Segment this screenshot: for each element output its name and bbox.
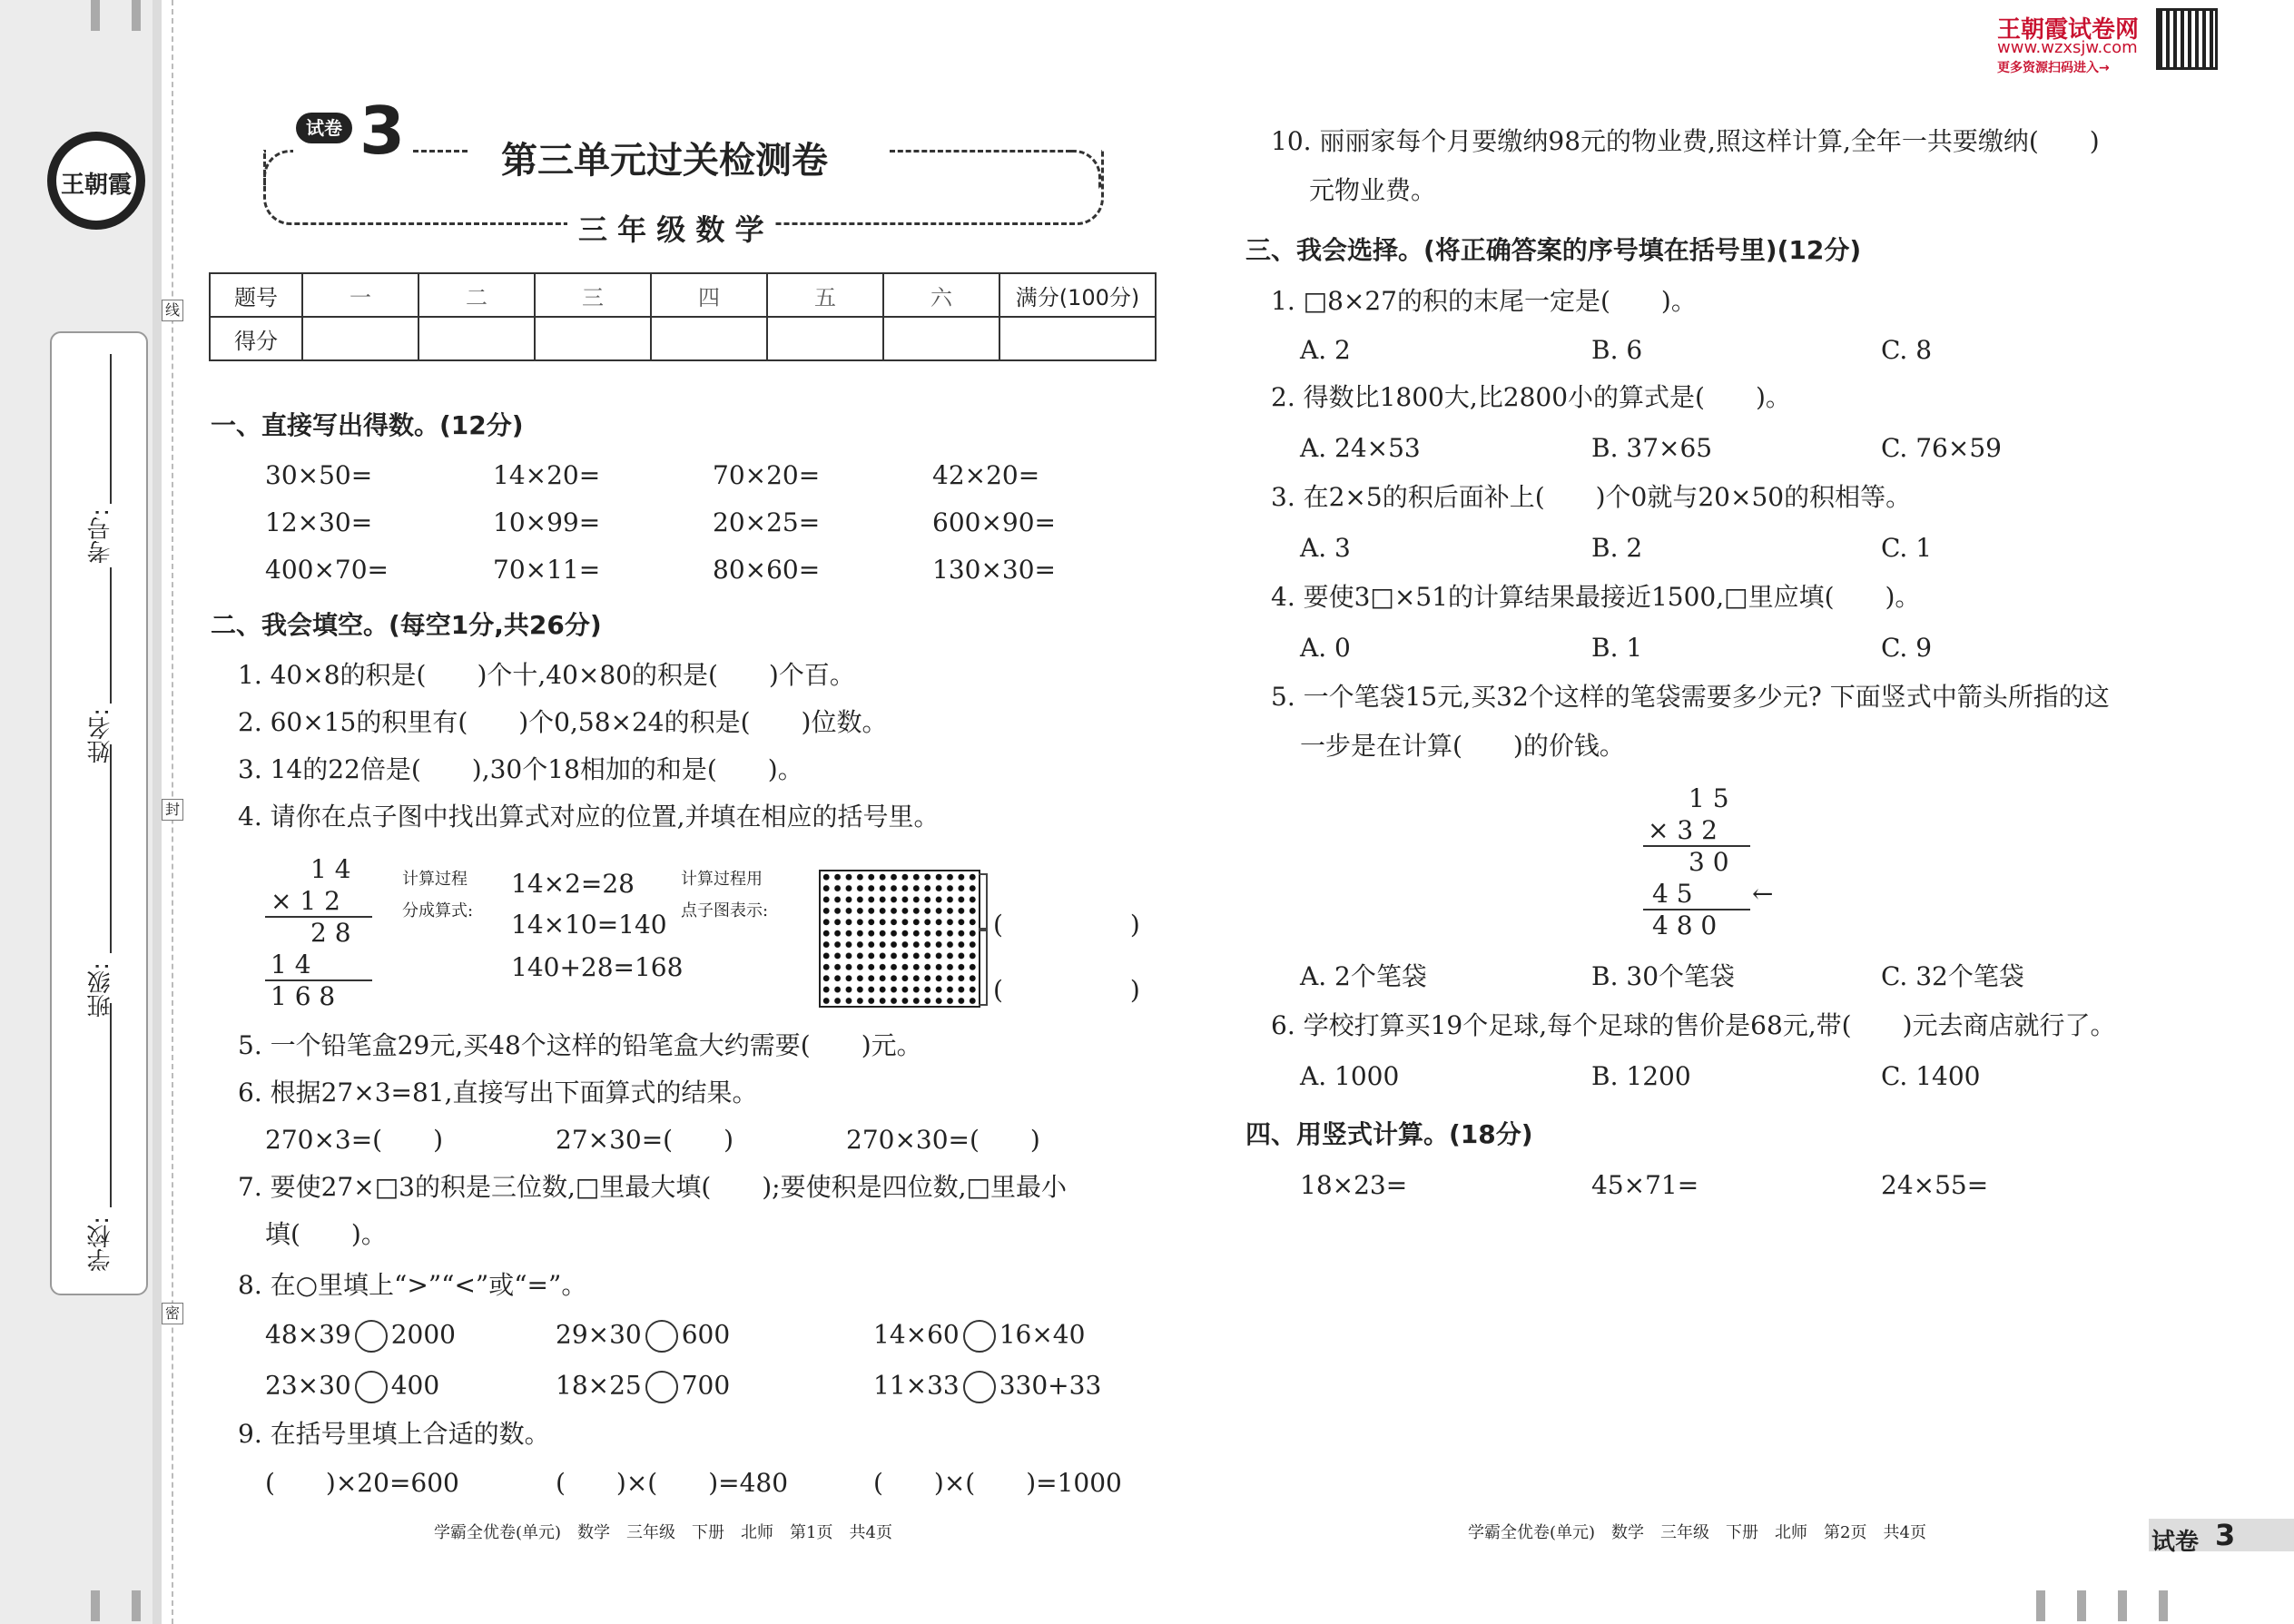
footer-tag-label: 试卷 <box>2151 1529 2200 1556</box>
brand-slogan: 更多资源扫码进入→ <box>1997 61 2110 75</box>
calc-item: ( )×( )=1000 <box>873 1468 1122 1498</box>
option: B. 1200 <box>1591 1061 1691 1091</box>
logo-seal <box>47 132 145 230</box>
option: A. 2 <box>1300 335 1351 365</box>
question-text: 5. 一个笔袋15元,买32个这样的笔袋需要多少元? 下面竖式中箭头所指的这 <box>1271 682 2110 712</box>
option: C. 9 <box>1881 633 1933 663</box>
option: B. 30个笔袋 <box>1591 961 1736 991</box>
answer-blank[interactable]: ( ) <box>993 910 1140 940</box>
id-field[interactable] <box>110 354 112 504</box>
compare-circle[interactable] <box>963 1371 996 1403</box>
compare-circle[interactable] <box>355 1320 388 1353</box>
vertical-line: 2 8 <box>310 918 351 948</box>
calc-item: 130×30= <box>932 555 1056 585</box>
expr: 29×30 <box>556 1319 642 1350</box>
tick-mark <box>2036 1590 2045 1621</box>
score-header-cell: 一 <box>302 273 418 317</box>
compare-item <box>873 1320 1085 1353</box>
page-title: 第三单元过关检测卷 <box>501 140 828 182</box>
qr-code-icon[interactable] <box>2159 11 2215 67</box>
compare-item <box>556 1371 730 1403</box>
question-text: 3. 14的22倍是( ),30个18相加的和是( )。 <box>238 754 803 784</box>
calc-item: 400×70= <box>265 555 389 585</box>
score-header-cell: 二 <box>418 273 535 317</box>
question-text: 2. 得数比1800大,比2800小的算式是( )。 <box>1271 382 1791 412</box>
option: B. 2 <box>1591 533 1643 563</box>
equation: 14×10=140 <box>511 910 667 940</box>
header-dash <box>413 150 468 153</box>
option: C. 76×59 <box>1881 433 2002 463</box>
answer-blank[interactable]: ( ) <box>993 975 1140 1005</box>
compare-circle[interactable] <box>963 1320 996 1353</box>
footer-right: 学霸全优卷(单元) 数学 三年级 下册 北师 第2页 共4页 <box>1468 1523 1926 1542</box>
expr: 2000 <box>390 1319 456 1350</box>
label: 点子图表示: <box>681 901 769 920</box>
label: 计算过程 <box>402 870 468 889</box>
compare-item <box>873 1371 1101 1403</box>
calc-item: 70×11= <box>493 555 601 585</box>
cut-mark-line: 线 <box>162 300 183 321</box>
option: A. 2个笔袋 <box>1300 961 1427 991</box>
expr: 16×40 <box>999 1319 1086 1350</box>
section-1-title: 一、直接写出得数。(12分) <box>211 410 524 440</box>
class-label: 班级: <box>87 962 114 1018</box>
calc-item: 30×50= <box>265 460 373 490</box>
score-cell[interactable] <box>883 317 999 360</box>
option: A. 0 <box>1300 633 1351 663</box>
compare-item <box>556 1320 730 1353</box>
question-text: 元物业费。 <box>1309 175 1437 205</box>
vertical-line: 1 4 <box>310 854 351 884</box>
calc-item: 600×90= <box>932 507 1056 537</box>
question-text: 6. 根据27×3=81,直接写出下面算式的结果。 <box>238 1078 758 1107</box>
score-header-cell: 六 <box>883 273 999 317</box>
calc-item: 80×60= <box>713 555 821 585</box>
option: A. 3 <box>1300 533 1351 563</box>
label: 计算过程用 <box>681 870 763 889</box>
compare-item <box>265 1320 456 1353</box>
section-4-title: 四、用竖式计算。(18分) <box>1245 1119 1533 1149</box>
cut-mark-seal: 封 <box>162 799 183 821</box>
arrow-icon: ← <box>1752 879 1774 909</box>
compare-item <box>265 1371 439 1403</box>
calc-item: 18×23= <box>1300 1170 1408 1200</box>
id-label: 考号: <box>87 508 114 564</box>
dot-grid-diagram <box>819 870 980 1008</box>
calc-item: 20×25= <box>713 507 821 537</box>
question-text: 10. 丽丽家每个月要缴纳98元的物业费,照这样计算,全年一共要缴纳( ) <box>1271 126 2100 156</box>
label: 分成算式: <box>402 901 474 920</box>
option: C. 1400 <box>1881 1061 1981 1091</box>
calc-item: 14×20= <box>493 460 601 490</box>
exam-number: 3 <box>359 93 406 169</box>
score-header-cell: 五 <box>767 273 883 317</box>
cut-mark-secret: 密 <box>162 1303 183 1324</box>
calc-item: 10×99= <box>493 507 601 537</box>
score-header-cell: 满分(100分) <box>999 273 1156 317</box>
score-cell[interactable] <box>651 317 767 360</box>
tick-mark <box>2159 1590 2168 1621</box>
calc-item: 27×30=( ) <box>556 1125 734 1155</box>
score-cell[interactable] <box>535 317 651 360</box>
question-text: 6. 学校打算买19个足球,每个足球的售价是68元,带( )元去商店就行了。 <box>1271 1010 2116 1040</box>
score-row-label: 得分 <box>210 317 302 360</box>
expr: 48×39 <box>265 1319 351 1350</box>
score-table <box>209 272 1157 361</box>
question-text: 5. 一个铅笔盒29元,买48个这样的铅笔盒大约需要( )元。 <box>238 1030 922 1060</box>
bracket <box>979 873 988 930</box>
question-text: 9. 在括号里填上合适的数。 <box>238 1419 550 1449</box>
page-subtitle: 三 年 级 数 学 <box>567 207 775 249</box>
vertical-line: × 3 2 <box>1648 815 1718 845</box>
vertical-line: 1 6 8 <box>271 981 336 1011</box>
expr: 14×60 <box>873 1319 960 1350</box>
option: B. 37×65 <box>1591 433 1713 463</box>
tick-mark <box>132 1590 141 1621</box>
expr: 18×25 <box>556 1370 642 1401</box>
tick-mark <box>91 0 100 31</box>
student-info-box <box>50 331 148 1295</box>
question-text: 4. 请你在点子图中找出算式对应的位置,并填在相应的括号里。 <box>238 802 940 832</box>
section-2-title: 二、我会填空。(每空1分,共26分) <box>211 610 602 640</box>
vertical-line: 1 5 <box>1689 783 1729 813</box>
binding-strip-edge <box>153 0 162 1624</box>
vertical-line: 4 8 0 <box>1652 910 1718 940</box>
option: A. 24×53 <box>1300 433 1421 463</box>
calc-item: 270×30=( ) <box>846 1125 1040 1155</box>
class-field[interactable] <box>110 744 112 953</box>
compare-circle[interactable] <box>355 1371 388 1403</box>
score-header-cell: 题号 <box>210 273 302 317</box>
tick-mark <box>2077 1590 2086 1621</box>
equation: 140+28=168 <box>511 952 684 982</box>
option: A. 1000 <box>1300 1061 1400 1091</box>
option: B. 6 <box>1591 335 1643 365</box>
score-header-cell: 三 <box>535 273 651 317</box>
question-text: 1. 40×8的积是( )个十,40×80的积是( )个百。 <box>238 660 855 690</box>
expr: 330+33 <box>999 1370 1102 1401</box>
bracket <box>979 930 988 1006</box>
vertical-line: × 1 2 <box>271 886 340 916</box>
header-dash <box>890 150 1071 153</box>
compare-circle[interactable] <box>645 1371 678 1403</box>
calc-item: ( )×( )=480 <box>556 1468 789 1498</box>
compare-circle[interactable] <box>645 1320 678 1353</box>
expr: 600 <box>681 1319 731 1350</box>
score-cell[interactable] <box>999 317 1156 360</box>
expr: 11×33 <box>873 1370 960 1401</box>
score-cell[interactable] <box>302 317 418 360</box>
calc-item: 270×3=( ) <box>265 1125 444 1155</box>
name-field[interactable] <box>110 567 112 704</box>
option: B. 1 <box>1591 633 1643 663</box>
question-text: 一步是在计算( )的价钱。 <box>1300 731 1625 761</box>
school-field[interactable] <box>110 1003 112 1207</box>
vertical-line: 3 0 <box>1689 847 1729 877</box>
expr: 23×30 <box>265 1370 351 1401</box>
brand-url: www.wzxsjw.com <box>1997 38 2138 57</box>
footer-tag-number: 3 <box>2215 1518 2236 1552</box>
calc-item: 12×30= <box>265 507 373 537</box>
score-header-cell: 四 <box>651 273 767 317</box>
expr: 400 <box>390 1370 440 1401</box>
name-label: 姓名: <box>87 708 114 763</box>
question-text: 7. 要使27×□3的积是三位数,□里最大填( );要使积是四位数,□里最小 <box>238 1172 1067 1202</box>
question-text: 填( )。 <box>265 1219 387 1249</box>
calc-item: 24×55= <box>1881 1170 1989 1200</box>
vertical-line: 4 5 <box>1652 879 1693 909</box>
equation: 14×2=28 <box>511 869 635 899</box>
section-3-title: 三、我会选择。(将正确答案的序号填在括号里)(12分) <box>1245 235 1862 265</box>
vertical-line: 1 4 <box>271 950 311 979</box>
calc-item: ( )×20=600 <box>265 1468 459 1498</box>
option: C. 32个笔袋 <box>1881 961 2024 991</box>
question-text: 4. 要使3□×51的计算结果最接近1500,□里应填( )。 <box>1271 582 1921 612</box>
school-label: 学校: <box>87 1216 114 1272</box>
question-text: 1. □8×27的积的末尾一定是( )。 <box>1271 286 1697 316</box>
score-cell[interactable] <box>767 317 883 360</box>
calc-item: 45×71= <box>1591 1170 1699 1200</box>
calc-item: 42×20= <box>932 460 1040 490</box>
score-cell[interactable] <box>418 317 535 360</box>
option: C. 8 <box>1881 335 1933 365</box>
badge-label: 试卷 <box>296 113 352 143</box>
option: C. 1 <box>1881 533 1933 563</box>
tick-mark <box>91 1590 100 1621</box>
question-text: 8. 在○里填上“>”“<”或“=”。 <box>238 1270 587 1300</box>
tick-mark <box>2118 1590 2127 1621</box>
tick-mark <box>132 0 141 31</box>
logo-text: 王朝霞 <box>60 172 132 199</box>
footer-left: 学霸全优卷(单元) 数学 三年级 下册 北师 第1页 共4页 <box>434 1523 892 1542</box>
question-text: 3. 在2×5的积后面补上( )个0就与20×50的积相等。 <box>1271 482 1912 512</box>
brand-name: 王朝霞试卷网 <box>1997 16 2140 44</box>
expr: 700 <box>681 1370 731 1401</box>
question-text: 2. 60×15的积里有( )个0,58×24的积是( )位数。 <box>238 707 888 737</box>
calc-item: 70×20= <box>713 460 821 490</box>
